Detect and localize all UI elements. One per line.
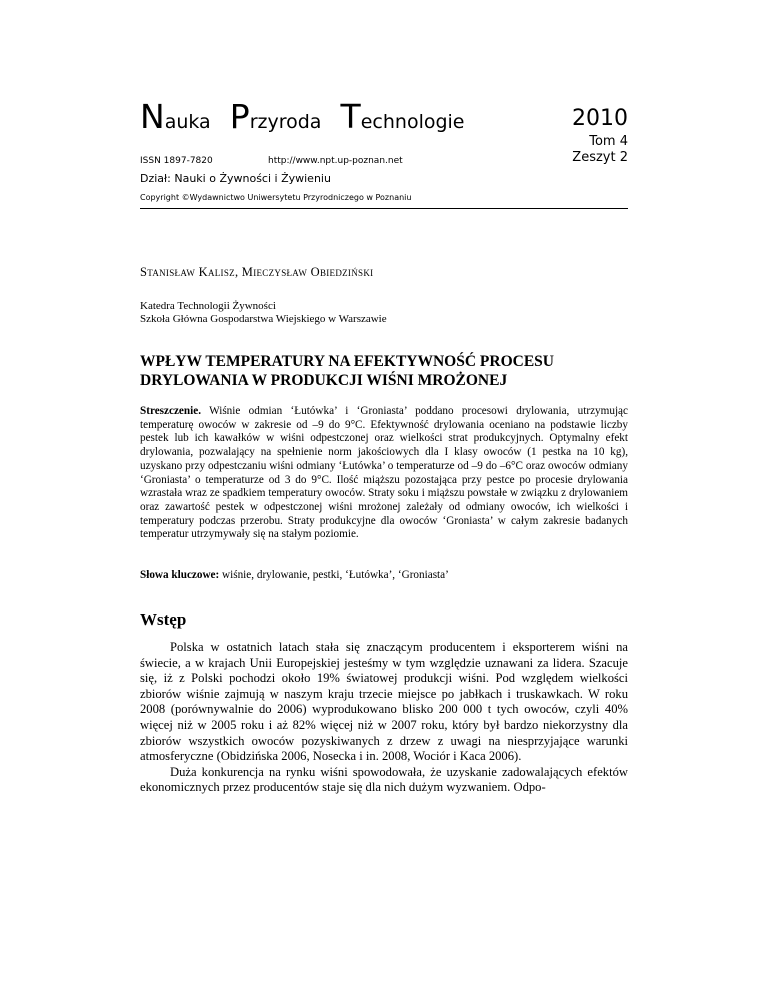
paragraph: Polska w ostatnich latach stała się znaczącym producentem i eksporterem wiśni na świecie, a w krajach Unii Europejskiej jesteśmy w tym względzie uznawani za lidera. Szacuje się, iż z Polski pochodzi około 19% światowej produkcji wiśni. Pod względem wielkości zbiorów wiśnie zajmują w naszym kraju trzecie miejsce po jabłkach i truskawkach. W roku 2008 (porównywalnie do 2006) wyprodukowano blisko 200 000 t tych owoców, czyli 40% więcej niż w 2005 roku i aż 82% więcej niż w 2007 roku, który był bardzo niekorzystny dla zbiorów wszystkich owoców pozyskiwanych z drzew z uwagi na niesprzyjające warunki atmosferyczne (Obidzińska 2006, Nosecka i in. 2008, Wociór i Kaca 2006). (140, 640, 628, 764)
issn: ISSN 1897-7820 (140, 156, 213, 166)
journal-issue: Zeszyt 2 (572, 150, 628, 165)
affiliation-department: Katedra Technologii Żywności (140, 300, 276, 312)
paragraph: Duża konkurencja na rynku wiśni spowodowała, że uzyskanie zadowalających efektów ekonomicznych przez producentów staje się dla nich dużym wyzwaniem. Odpo- (140, 764, 628, 795)
journal-title-word: Przyroda (229, 97, 322, 136)
keywords-text: wiśnie, drylowanie, pestki, ‘Łutówka’, ‘Groniasta’ (219, 569, 449, 581)
journal-title (140, 97, 465, 136)
keywords-label: Słowa kluczowe: (140, 569, 220, 581)
article-authors: Stanisław Kalisz, Mieczysław Obiedziński (140, 265, 374, 279)
copyright-notice: Copyright ©Wydawnictwo Uniwersytetu Przyrodniczego w Poznaniu (140, 193, 412, 202)
header-divider (140, 208, 628, 209)
section-heading: Wstęp (140, 610, 187, 629)
abstract-text: Wiśnie odmian ‘Łutówka’ i ‘Groniasta’ poddano procesowi drylowania, utrzymując temperaturę owoców w zakresie od –9 do 9°C. Efektywność drylowania oceniano na podstawie liczby pestek lub ich kawałków w wiśni odpestczonej oraz wielkości strat produkcyjnych. Optymalny efekt drylowania, pozwalający na spełnienie norm jakościowych dla I klasy owoców (1 pestka na 10 kg), uzyskano przy odpestczaniu wiśni odmiany ‘Łutówka’ o temperaturze od –9 do –6°C oraz owoców odmiany ‘Groniasta’ o temperaturze od 3 do 9°C. Ilość miąższu pozostająca przy pestce po procesie drylowania wzrastała wraz ze spadkiem temperatury owoców. Straty soku i miąższu powstałe w związku z drylowaniem oraz zawartość pestek w odpestczonej wiśni mrożonej zależały od odmiany owoców, ich wielkości i temperatury podczas przerobu. Straty produkcyjne dla owoców ‘Groniasta’ w całym zakresie badanych temperatur utrzymywały się na stałym poziomie. (140, 405, 628, 541)
article-title: WPŁYW TEMPERATURY NA EFEKTYWNOŚĆ PROCESU DRYLOWANIA W PRODUKCJI WIŚNI MROŻONEJ (140, 353, 554, 389)
abstract-label: Streszczenie. (140, 405, 201, 417)
journal-year: 2010 (572, 106, 628, 131)
journal-title-word: Nauka (140, 97, 211, 136)
abstract (140, 405, 628, 542)
journal-url[interactable]: http://www.npt.up-poznan.net (268, 156, 403, 166)
journal-title-word: Technologie (340, 97, 465, 136)
author-affiliation (140, 300, 387, 326)
body-text (140, 640, 628, 796)
journal-volume: Tom 4 (589, 134, 628, 149)
journal-header (140, 97, 628, 218)
journal-section: Dział: Nauki o Żywności i Żywieniu (140, 172, 331, 185)
keywords (140, 569, 628, 581)
affiliation-institution: Szkoła Główna Gospodarstwa Wiejskiego w Warszawie (140, 313, 387, 325)
